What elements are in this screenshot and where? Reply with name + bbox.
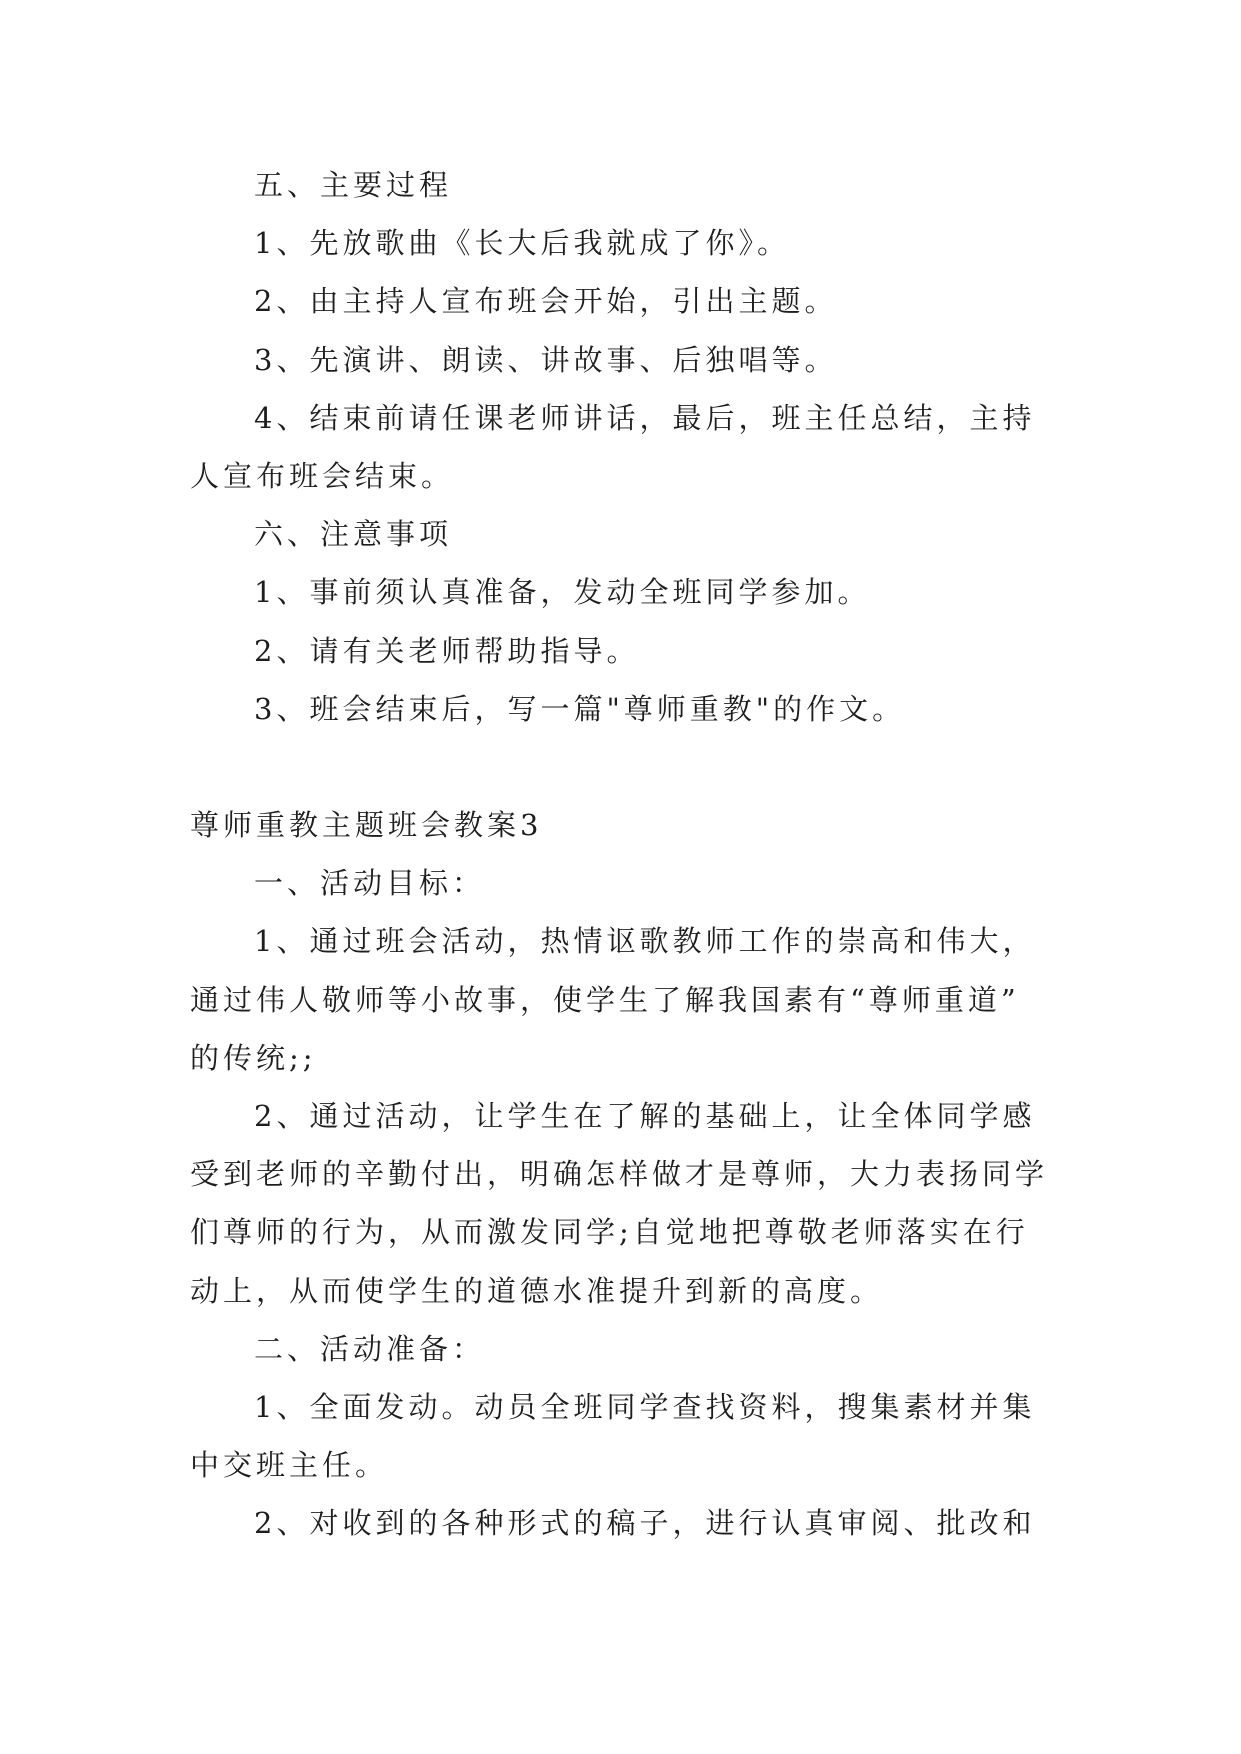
paragraph [190, 389, 1090, 505]
paragraph-line: 1、通过班会活动，热情讴歌教师工作的崇高和伟大， [254, 924, 1036, 959]
section-heading: 五、主要过程 [254, 168, 453, 202]
paragraph-line: 们尊师的行为，从而激发同学;自觉地把尊敬老师落实在行 [190, 1215, 1029, 1250]
paragraph-line: 通过伟人敬师等小故事，使学生了解我国素有“尊师重道” [190, 982, 1020, 1017]
paragraph [190, 1494, 1090, 1552]
section-heading: 二、活动准备： [254, 1331, 486, 1366]
paragraph-line: 中交班主任。 [190, 1448, 389, 1483]
paragraph-line: 2、对收到的各种形式的稿子，进行认真审阅、批改和 [254, 1506, 1036, 1541]
document-body [190, 156, 1090, 1553]
list-item: 3、班会结束后，写一篇"尊师重教"的作文。 [254, 691, 906, 726]
paragraph-line: 动上，从而使学生的道德水准提升到新的高度。 [190, 1273, 884, 1308]
paragraph-line: 4、结束前请任课老师讲话，最后，班主任总结，主持 [254, 400, 1036, 435]
list-item: 1、事前须认真准备，发动全班同学参加。 [254, 575, 871, 610]
paragraph [190, 1378, 1090, 1494]
document-title: 尊师重教主题班会教案3 [190, 808, 543, 843]
section-notes [190, 505, 1090, 738]
list-item: 2、请有关老师帮助指导。 [254, 633, 640, 668]
paragraph-line: 的传统;; [190, 1040, 317, 1075]
paragraph [190, 912, 1090, 1087]
paragraph-gap [190, 738, 1090, 796]
paragraph-line: 人宣布班会结束。 [190, 458, 455, 493]
section-heading: 六、注意事项 [254, 517, 453, 552]
section-heading: 一、活动目标： [254, 866, 486, 901]
paragraph-line: 2、通过活动，让学生在了解的基础上，让全体同学感 [254, 1099, 1036, 1133]
paragraph-line: 1、全面发动。动员全班同学查找资料，搜集素材并集 [254, 1389, 1036, 1424]
list-item: 1、先放歌曲《长大后我就成了你》。 [254, 226, 790, 261]
paragraph-line: 受到老师的辛勤付出，明确怎样做才是尊师，大力表扬同学 [190, 1157, 1049, 1192]
lesson-plan-3 [190, 796, 1090, 1552]
section-main-process [190, 156, 1090, 505]
list-item: 2、由主持人宣布班会开始，引出主题。 [254, 284, 838, 319]
list-item: 3、先演讲、朗读、讲故事、后独唱等。 [254, 342, 838, 377]
paragraph [190, 1087, 1090, 1320]
